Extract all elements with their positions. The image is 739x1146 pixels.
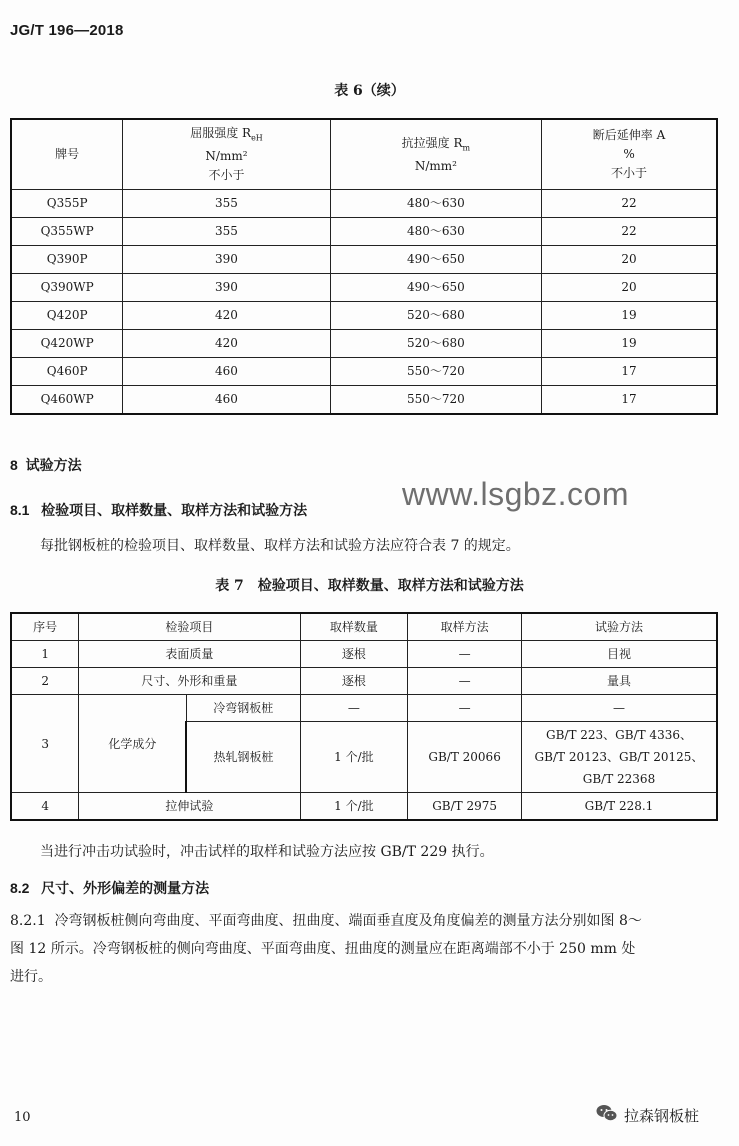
impact-test-note: 当进行冲击功试验时，冲击试样的取样和试验方法应按 GB/T 229 执行。	[40, 844, 494, 860]
grade-cell: Q420WP	[11, 330, 123, 358]
sampling-quantity: —	[300, 695, 408, 722]
elongation-cell: 19	[542, 302, 717, 330]
header-text: 牌号	[55, 147, 80, 162]
elongation-cell: 20	[542, 246, 717, 274]
table6-caption-wrap	[0, 80, 739, 100]
paragraph-line: 进行。	[10, 969, 52, 985]
table-row	[11, 641, 717, 668]
row-number: 3	[11, 695, 79, 793]
table7-header-sampling: 取样方法	[408, 613, 522, 641]
sub-item: 冷弯钢板桩	[186, 695, 300, 722]
section-8-2-1-text	[10, 907, 722, 991]
table7-caption-wrap	[0, 575, 739, 595]
test-method: —	[521, 695, 717, 722]
section-title: 检验项目、取样数量、取样方法和试验方法	[41, 502, 308, 518]
header-unit: %	[623, 147, 635, 162]
section-8-2-heading	[10, 878, 209, 898]
test-method: 目视	[521, 641, 717, 668]
section-8-1-text: 每批钢板桩的检验项目、取样数量、取样方法和试验方法应符合表 7 的规定。	[40, 538, 520, 554]
grade-cell: Q460P	[11, 358, 123, 386]
table6-header-tensile	[330, 119, 541, 190]
sampling-quantity: 逐根	[300, 641, 408, 668]
paragraph-line: 图 12 所示。冷弯钢板桩的侧向弯曲度、平面弯曲度、扭曲度的测量应在距离端部不小于 250 mm 处	[10, 941, 636, 957]
tensile-strength-cell: 550～720	[330, 386, 541, 415]
elongation-cell: 22	[542, 190, 717, 218]
line-text: 冷弯钢板桩侧向弯曲度、平面弯曲度、扭曲度、端面垂直度及角度偏差的测量方法分别如图 8～	[54, 913, 642, 929]
table6-caption: 表 6（续）	[334, 83, 405, 99]
watermark: www.lsgbz.com	[402, 476, 629, 512]
sampling-quantity: 1 个/批	[300, 722, 408, 793]
table6-header-elongation	[542, 119, 717, 190]
table-row	[11, 330, 717, 358]
table-row	[11, 668, 717, 695]
method-line: GB/T 223、GB/T 4336、	[546, 728, 692, 742]
header-unit: N/mm²	[205, 149, 248, 164]
table6-header-row	[11, 119, 717, 190]
method-line: GB/T 22368	[582, 772, 656, 786]
section-number: 8.2	[10, 880, 30, 896]
test-method: 量具	[521, 668, 717, 695]
table-row	[11, 246, 717, 274]
tensile-strength-cell: 480～630	[330, 218, 541, 246]
inspection-item: 化学成分	[79, 695, 187, 793]
tensile-strength-cell: 480～630	[330, 190, 541, 218]
table-row	[11, 793, 717, 821]
table7-header-qty: 取样数量	[300, 613, 408, 641]
header-text: 断后延伸率 A	[592, 128, 666, 143]
sampling-method: —	[408, 641, 522, 668]
sampling-method: GB/T 2975	[408, 793, 522, 821]
grade-cell: Q355P	[11, 190, 123, 218]
tensile-strength-cell: 490～650	[330, 246, 541, 274]
elongation-cell: 19	[542, 330, 717, 358]
grade-cell: Q420P	[11, 302, 123, 330]
table-row	[11, 274, 717, 302]
table6-header-yield	[123, 119, 330, 190]
yield-strength-cell: 420	[123, 330, 330, 358]
table7-header-method: 试验方法	[521, 613, 717, 641]
table-row	[11, 386, 717, 415]
method-line: GB/T 20123、GB/T 20125、	[534, 750, 704, 764]
test-method	[521, 722, 717, 793]
header-subscript: m	[462, 142, 471, 152]
inspection-item: 尺寸、外形和重量	[79, 668, 300, 695]
section-title: 试验方法	[25, 457, 82, 473]
yield-strength-cell: 355	[123, 218, 330, 246]
table-row	[11, 218, 717, 246]
header-qualifier: 不小于	[208, 168, 245, 183]
row-number: 1	[11, 641, 79, 668]
brand-badge	[596, 1104, 699, 1126]
section-number: 8.1	[10, 502, 30, 518]
section-8-1-heading	[10, 500, 307, 520]
elongation-cell: 22	[542, 218, 717, 246]
elongation-cell: 20	[542, 274, 717, 302]
table-row	[11, 190, 717, 218]
sampling-method: —	[408, 668, 522, 695]
tensile-strength-cell: 550～720	[330, 358, 541, 386]
section-number: 8.2.1	[10, 913, 46, 929]
yield-strength-cell: 390	[123, 246, 330, 274]
paragraph-line	[10, 907, 722, 935]
table-row	[11, 358, 717, 386]
table7-caption: 表 7 检验项目、取样数量、取样方法和试验方法	[215, 578, 524, 594]
page-number: 10	[14, 1110, 31, 1125]
table-row	[11, 302, 717, 330]
table7	[10, 612, 718, 821]
section-title: 尺寸、外形偏差的测量方法	[41, 880, 210, 896]
header-qualifier: 不小于	[611, 166, 648, 181]
header-text: 屈服强度 R	[190, 126, 252, 140]
section-8-heading	[10, 455, 82, 475]
header-subscript: eH	[251, 133, 263, 143]
table6	[10, 118, 718, 415]
header-unit: N/mm²	[414, 158, 457, 173]
yield-strength-cell: 460	[123, 386, 330, 415]
table7-header-row	[11, 613, 717, 641]
standard-code: JG/T 196—2018	[10, 22, 124, 39]
header-text: 抗拉强度 R	[401, 135, 463, 150]
brand-name: 拉森钢板桩	[624, 1107, 700, 1125]
tensile-strength-cell: 490～650	[330, 274, 541, 302]
sub-item: 热轧钢板桩	[186, 722, 300, 793]
wechat-icon	[596, 1104, 618, 1126]
table6-header-grade	[11, 119, 123, 190]
yield-strength-cell: 355	[123, 190, 330, 218]
grade-cell: Q460WP	[11, 386, 123, 415]
row-number: 2	[11, 668, 79, 695]
table-row	[11, 695, 717, 722]
sampling-method: —	[408, 695, 522, 722]
sampling-quantity: 1 个/批	[300, 793, 408, 821]
grade-cell: Q390P	[11, 246, 123, 274]
sampling-quantity: 逐根	[300, 668, 408, 695]
grade-cell: Q390WP	[11, 274, 123, 302]
table7-header-item: 检验项目	[79, 613, 300, 641]
tensile-strength-cell: 520～680	[330, 302, 541, 330]
elongation-cell: 17	[542, 358, 717, 386]
grade-cell: Q355WP	[11, 218, 123, 246]
section-number: 8	[10, 457, 18, 473]
table7-header-no: 序号	[11, 613, 79, 641]
inspection-item: 拉伸试验	[79, 793, 300, 821]
inspection-item: 表面质量	[79, 641, 300, 668]
tensile-strength-cell: 520～680	[330, 330, 541, 358]
elongation-cell: 17	[542, 386, 717, 415]
yield-strength-cell: 390	[123, 274, 330, 302]
table6-body	[11, 190, 717, 415]
yield-strength-cell: 420	[123, 302, 330, 330]
row-number: 4	[11, 793, 79, 821]
yield-strength-cell: 460	[123, 358, 330, 386]
test-method: GB/T 228.1	[521, 793, 717, 821]
sampling-method: GB/T 20066	[408, 722, 522, 793]
